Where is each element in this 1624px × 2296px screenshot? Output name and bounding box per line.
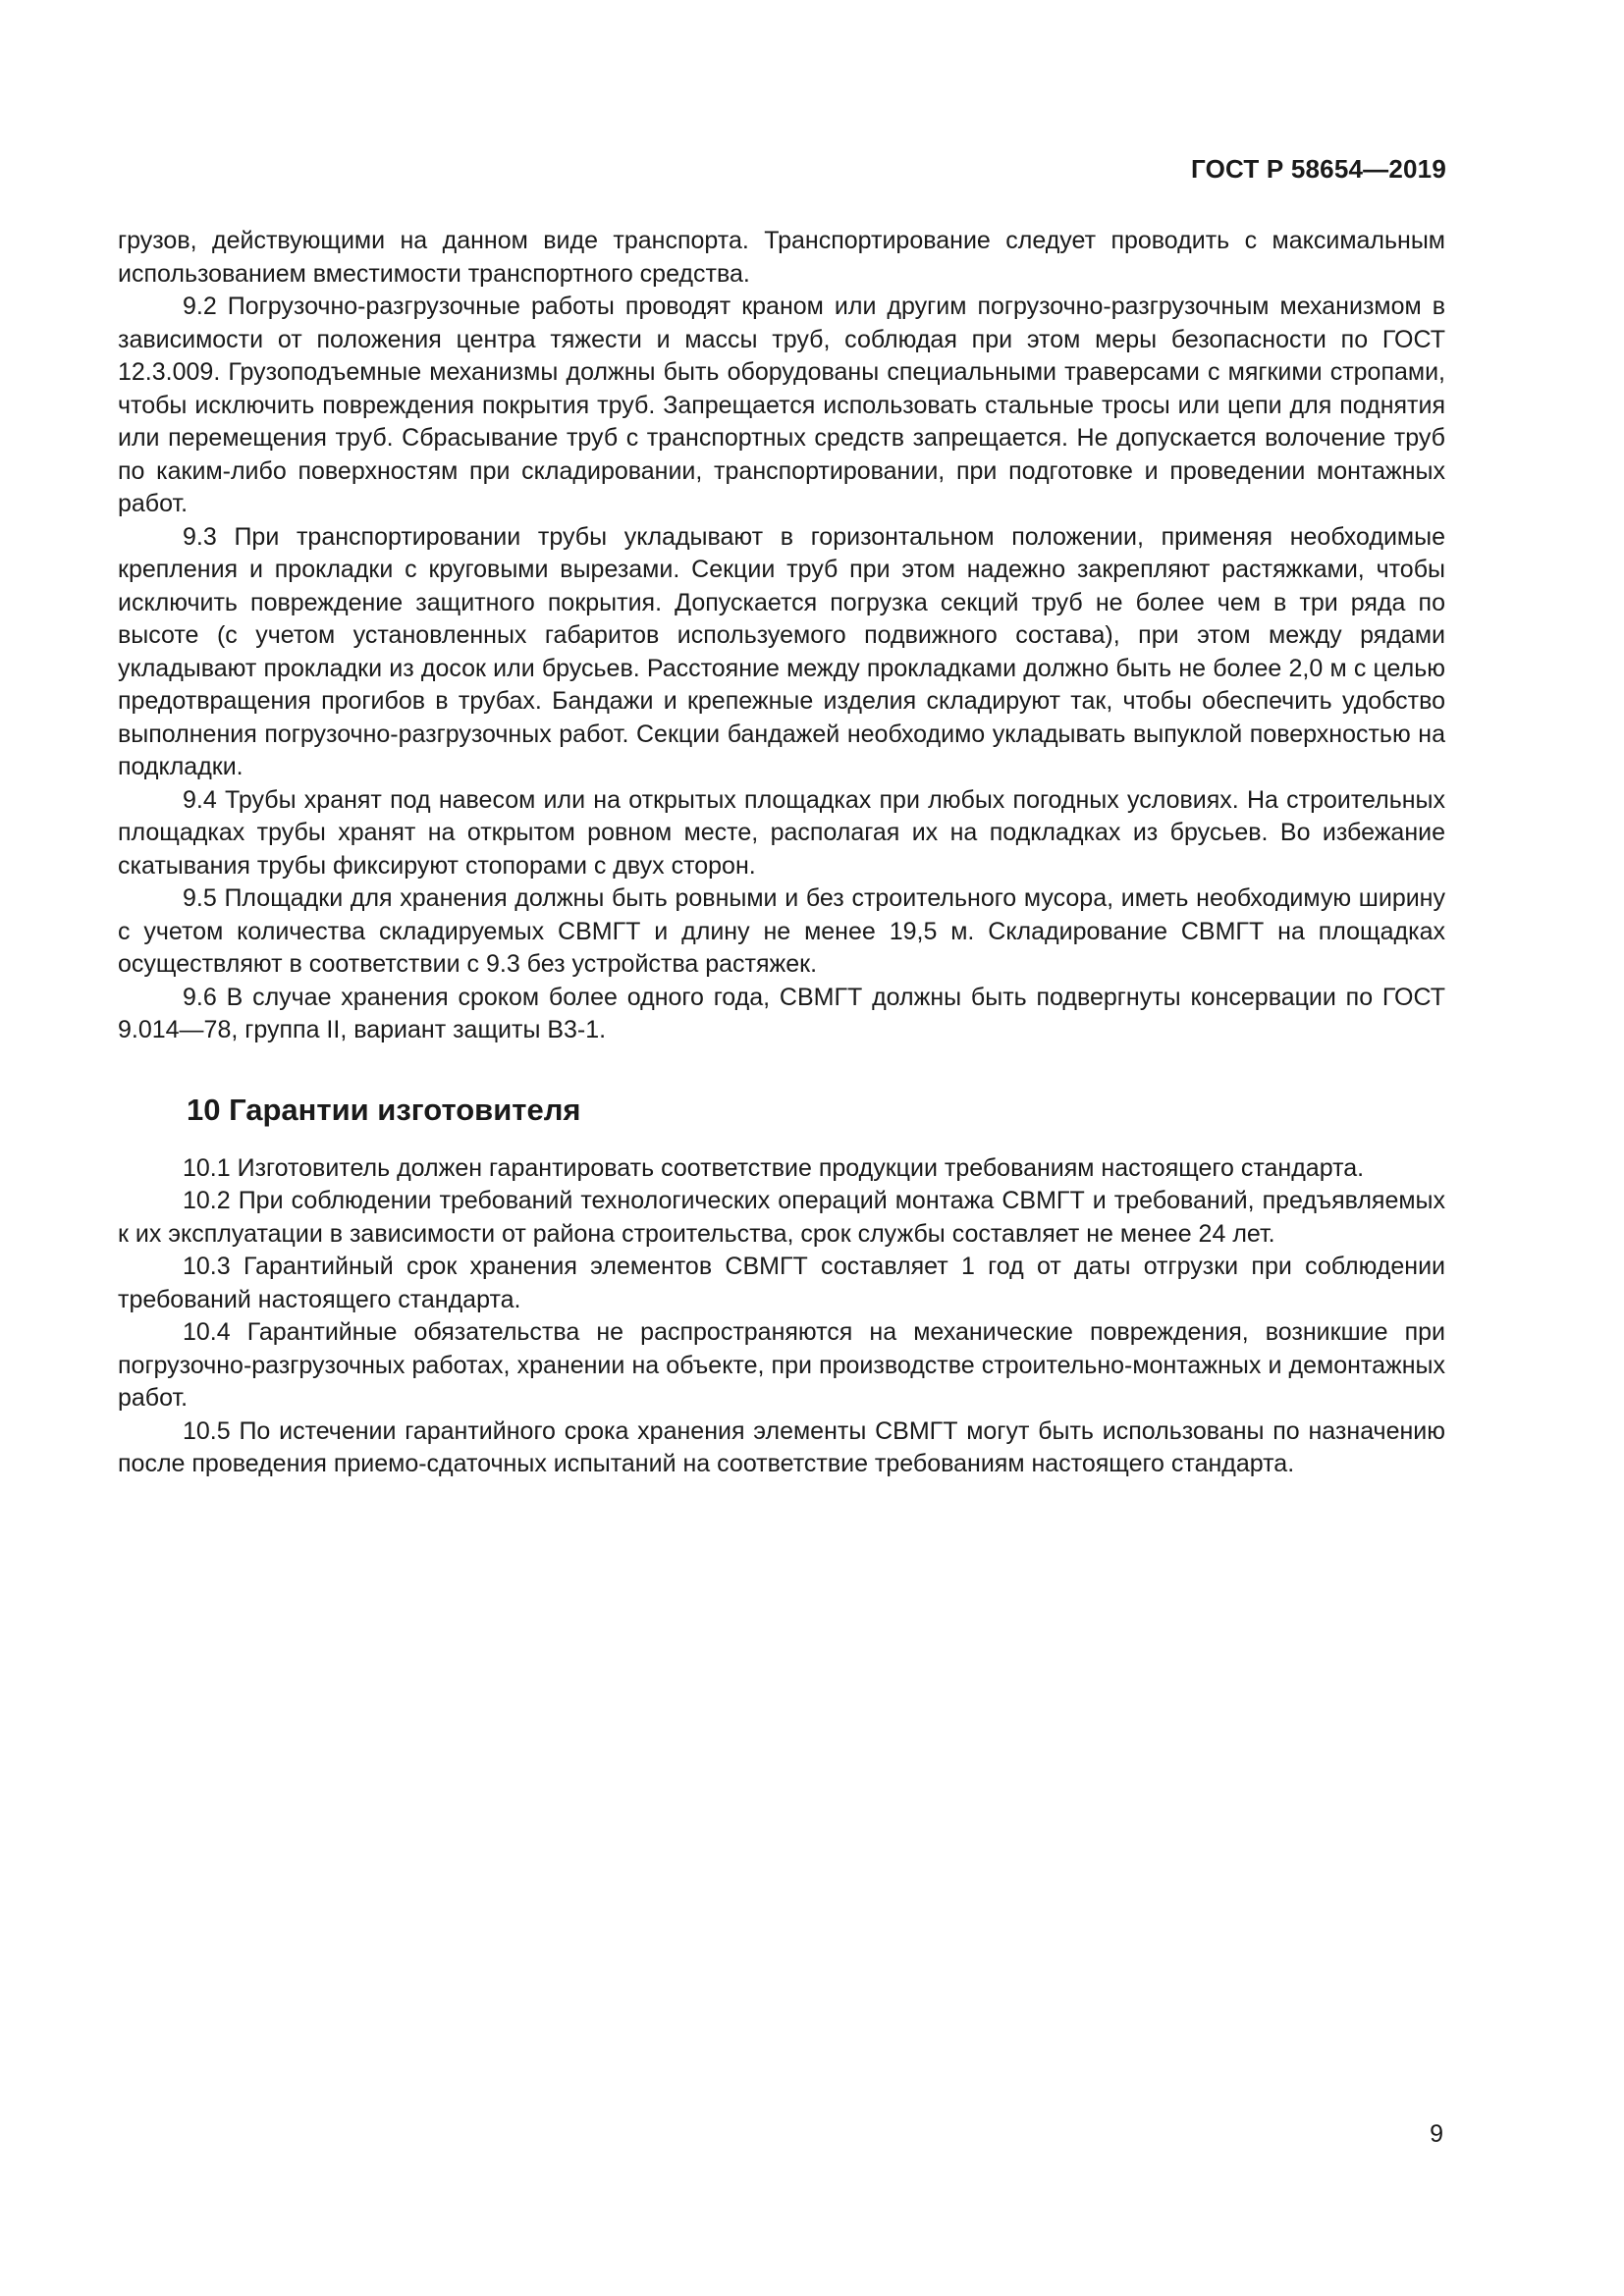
paragraph-9-2: 9.2 Погрузочно-разгрузочные работы проводят краном или другим погрузочно-разгрузочным механизмом в зависимости от положения центра тяжести и массы труб, соблюдая при этом меры безопасности по ГОСТ 12.3.009. Грузоподъемные механизмы должны быть оборудованы специальными траверсами с мягкими стропами, чтобы исключить повреждения покрытия труб. Запрещается использовать стальные тросы или цепи для поднятия или перемещения труб. Сбрасывание труб с транспортных средств запрещается. Не допускается волочение труб по каким-либо поверхностям при складировании, транспортировании, при подготовке и проведении монтажных работ. <box>118 293 1445 517</box>
paragraph-10-3: 10.3 Гарантийный срок хранения элементов СВМГТ составляет 1 год от даты отгрузки при соблюдении требований настоящего стандарта. <box>118 1253 1445 1313</box>
paragraph-10-2: 10.2 При соблюдении требований технологических операций монтажа СВМГТ и требований, предъявляемых к их эксплуатации в зависимости от района строительства, срок службы составляет не менее 24 лет. <box>118 1187 1445 1248</box>
paragraph-10-1: 10.1 Изготовитель должен гарантировать соответствие продукции требованиям настоящего стандарта. <box>183 1153 1365 1182</box>
document-code-header: ГОСТ Р 58654—2019 <box>1191 154 1446 184</box>
paragraph-9-1-continuation: грузов, действующими на данном виде транспорта. Транспортирование следует проводить с максимальным использованием вместимости транспортного средства. <box>118 227 1445 288</box>
page-number: 9 <box>1430 2120 1443 2148</box>
paragraph-9-4: 9.4 Трубы хранят под навесом или на открытых площадках при любых погодных условиях. На строительных площадках трубы хранят на открытом ровном месте, располагая их на подкладках из брусьев. Во избежание скатывания трубы фиксируют стопорами с двух сторон. <box>118 785 1445 880</box>
paragraph-9-3: 9.3 При транспортировании трубы укладывают в горизонтальном положении, применяя необходимые крепления и прокладки с круговыми вырезами. Секции труб при этом надежно закрепляют растяжками, чтобы исключить повреждение защитного покрытия. Допускается погрузка секций труб не более чем в три ряда по высоте (с учетом установленных габаритов используемого подвижного состава), при этом между рядами укладывают прокладки из досок или брусьев. Расстояние между прокладками должно быть не более 2,0 м с целью предотвращения прогибов в трубах. Бандажи и крепежные изделия складируют так, чтобы обеспечить удобство выполнения погрузочно-разгрузочных работ. Секции бандажей необходимо укладывать выпуклой поверхностью на подкладки. <box>118 522 1445 780</box>
paragraph-10-4: 10.4 Гарантийные обязательства не распространяются на механические повреждения, возникшие при погрузочно-разгрузочных работах, хранении на объекте, при производстве строительно-монтажных и демонтажных работ. <box>118 1318 1445 1412</box>
paragraph-9-6: 9.6 В случае хранения сроком более одного года, СВМГТ должны быть подвергнуты консервации по ГОСТ 9.014—78, группа II, вариант защиты В3-1. <box>118 983 1445 1043</box>
paragraph-10-5: 10.5 По истечении гарантийного срока хранения элементы СВМГТ могут быть использованы по назначению после проведения приемо-сдаточных испытаний на соответствие требованиям настоящего стандарта. <box>118 1416 1445 1477</box>
section-10-heading: 10 Гарантии изготовителя <box>187 1092 581 1127</box>
page-body <box>118 225 1445 1481</box>
paragraph-9-5: 9.5 Площадки для хранения должны быть ровными и без строительного мусора, иметь необходимую ширину с учетом количества складируемых СВМГТ и длину не менее 19,5 м. Складирование СВМГТ на площадках осуществляют в соответствии с 9.3 без устройства растяжек. <box>118 884 1445 978</box>
